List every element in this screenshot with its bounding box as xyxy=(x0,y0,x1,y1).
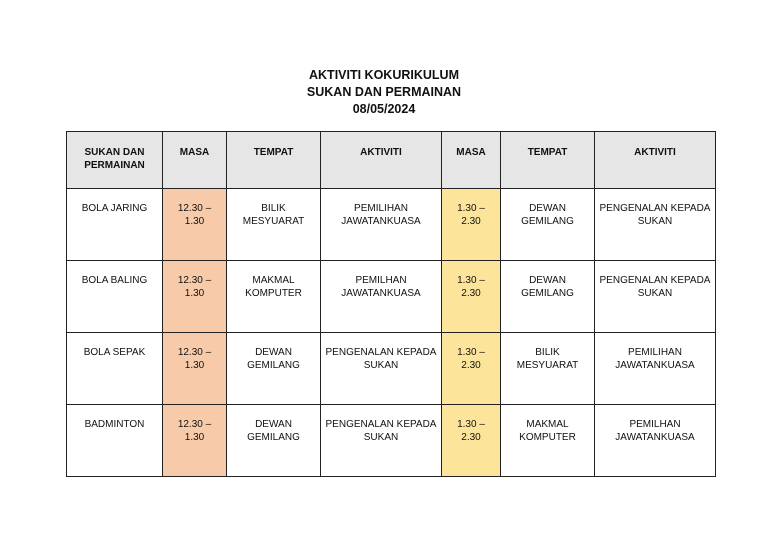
cell-sukan: BOLA BALING xyxy=(67,261,163,333)
table-row xyxy=(67,333,716,405)
cell-masa-2: 1.30 – 2.30 xyxy=(442,189,501,261)
cell-sukan: BADMINTON xyxy=(67,405,163,477)
title-line-1: AKTIVITI KOKURIKULUM xyxy=(309,68,459,82)
cell-aktiviti-2: PENGENALAN KEPADA SUKAN xyxy=(595,189,716,261)
header-aktiviti-2: AKTIVITI xyxy=(595,132,716,189)
cell-sukan: BOLA JARING xyxy=(67,189,163,261)
cell-masa-2: 1.30 – 2.30 xyxy=(442,333,501,405)
cell-masa-1: 12.30 – 1.30 xyxy=(163,333,227,405)
cell-aktiviti-1: PEMILIHAN JAWATANKUASA xyxy=(321,189,442,261)
header-aktiviti-1: AKTIVITI xyxy=(321,132,442,189)
cell-sukan: BOLA SEPAK xyxy=(67,333,163,405)
cell-aktiviti-1: PENGENALAN KEPADA SUKAN xyxy=(321,405,442,477)
cell-tempat-2: DEWAN GEMILANG xyxy=(501,189,595,261)
document-title xyxy=(0,67,768,118)
cell-tempat-2: MAKMAL KOMPUTER xyxy=(501,405,595,477)
cell-masa-1: 12.30 – 1.30 xyxy=(163,261,227,333)
cell-tempat-1: BILIK MESYUARAT xyxy=(227,189,321,261)
cell-tempat-1: DEWAN GEMILANG xyxy=(227,333,321,405)
title-date: 08/05/2024 xyxy=(352,102,416,116)
header-tempat-1: TEMPAT xyxy=(227,132,321,189)
cell-tempat-2: BILIK MESYUARAT xyxy=(501,333,595,405)
header-row xyxy=(67,132,716,189)
cell-aktiviti-2: PEMILHAN JAWATANKUASA xyxy=(595,405,716,477)
cell-masa-2: 1.30 – 2.30 xyxy=(442,405,501,477)
header-masa-2: MASA xyxy=(442,132,501,189)
table-row xyxy=(67,189,716,261)
cell-aktiviti-2: PENGENALAN KEPADA SUKAN xyxy=(595,261,716,333)
schedule-table xyxy=(66,131,716,477)
cell-tempat-1: MAKMAL KOMPUTER xyxy=(227,261,321,333)
cell-masa-2: 1.30 – 2.30 xyxy=(442,261,501,333)
cell-aktiviti-2: PEMILIHAN JAWATANKUASA xyxy=(595,333,716,405)
table-row xyxy=(67,261,716,333)
table-row xyxy=(67,405,716,477)
cell-aktiviti-1: PENGENALAN KEPADA SUKAN xyxy=(321,333,442,405)
cell-masa-1: 12.30 – 1.30 xyxy=(163,189,227,261)
header-masa-1: MASA xyxy=(163,132,227,189)
header-sukan: SUKAN DAN PERMAINAN xyxy=(67,132,163,189)
cell-aktiviti-1: PEMILHAN JAWATANKUASA xyxy=(321,261,442,333)
title-line-2: SUKAN DAN PERMAINAN xyxy=(306,85,462,99)
header-tempat-2: TEMPAT xyxy=(501,132,595,189)
cell-masa-1: 12.30 – 1.30 xyxy=(163,405,227,477)
cell-tempat-2: DEWAN GEMILANG xyxy=(501,261,595,333)
cell-tempat-1: DEWAN GEMILANG xyxy=(227,405,321,477)
